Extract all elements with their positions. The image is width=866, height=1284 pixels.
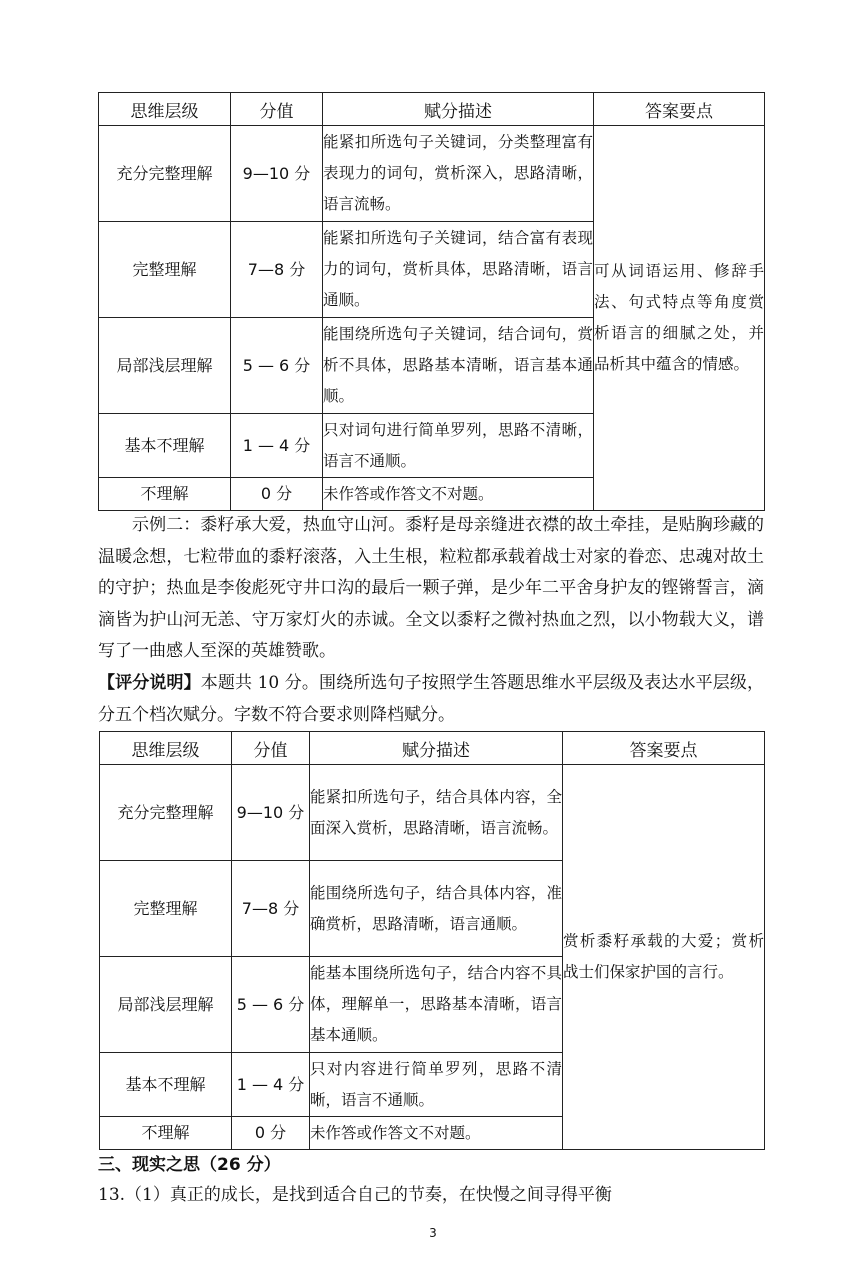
score-cell: 0 分 [232,1117,310,1150]
question-13: 13.（1）真正的成长，是找到适合自己的节奏，在快慢之间寻得平衡 [98,1185,612,1205]
level-cell: 完整理解 [100,861,232,957]
level-cell: 不理解 [99,478,231,511]
table-header-row [99,93,765,126]
level-cell: 充分完整理解 [99,126,231,222]
header-description: 赋分描述 [310,732,563,765]
header-key-points: 答案要点 [563,732,765,765]
score-cell: 5 — 6 分 [232,957,310,1053]
score-cell: 0 分 [231,478,323,511]
level-cell: 不理解 [100,1117,232,1150]
example-two-paragraph: 示例二：黍籽承大爱，热血守山河。黍籽是母亲缝进衣襟的故土牵挂，是贴胸珍藏的温暖念想，七粒带血的黍籽滚落，入土生根，粒粒都承载着战士对家的眷恋、忠魂对故土的守护；热血是李俊彪死守井口沟的最后一颗子弹，是少年二平舍身护友的铿锵誓言，滴滴皆为护山河无恙、守万家灯火的赤诚。全文以黍籽之微衬热血之烈，以小物载大义，谱写了一曲感人至深的英雄赞歌。 [98,515,764,661]
header-level: 思维层级 [99,93,231,126]
header-level: 思维层级 [100,732,232,765]
score-cell: 1 — 4 分 [232,1053,310,1117]
description-cell: 能紧扣所选句子关键词，结合富有表现力的词句，赏析具体，思路清晰，语言通顺。 [323,222,594,318]
level-cell: 完整理解 [99,222,231,318]
scoring-table-2 [99,731,765,1150]
score-cell: 7—8 分 [232,861,310,957]
header-key-points: 答案要点 [594,93,765,126]
level-cell: 基本不理解 [99,414,231,478]
score-cell: 1 — 4 分 [231,414,323,478]
score-cell: 9—10 分 [231,126,323,222]
level-cell: 局部浅层理解 [99,318,231,414]
description-cell: 只对词句进行简单罗列，思路不清晰，语言不通顺。 [323,414,594,478]
header-score: 分值 [231,93,323,126]
description-cell: 能紧扣所选句子，结合具体内容，全面深入赏析，思路清晰，语言流畅。 [310,765,563,861]
score-cell: 7—8 分 [231,222,323,318]
description-cell: 未作答或作答文不对题。 [310,1117,563,1150]
scoring-note-label: 【评分说明】 [98,673,201,693]
page-number: 3 [429,1226,437,1240]
level-cell: 基本不理解 [100,1053,232,1117]
table-row [100,765,765,861]
table-header-row [100,732,765,765]
score-cell: 5 — 6 分 [231,318,323,414]
score-cell: 9—10 分 [232,765,310,861]
key-points-cell: 可从词语运用、修辞手法、句式特点等角度赏析语言的细腻之处，并品析其中蕴含的情感。 [594,126,765,511]
description-cell: 只对内容进行简单罗列，思路不清晰，语言不通顺。 [310,1053,563,1117]
description-cell: 能紧扣所选句子关键词，分类整理富有表现力的词句，赏析深入，思路清晰，语言流畅。 [323,126,594,222]
description-cell: 能围绕所选句子关键词，结合词句，赏析不具体，思路基本清晰，语言基本通顺。 [323,318,594,414]
table-row [99,126,765,222]
scoring-note-text: 本题共 10 分。围绕所选句子按照学生答题思维水平层级及表达水平层级，分五个档次赋分。字数不符合要求则降档赋分。 [98,673,764,725]
description-cell: 未作答或作答文不对题。 [323,478,594,511]
section-three-heading: 三、现实之思（26 分） [98,1155,281,1175]
description-cell: 能基本围绕所选句子，结合内容不具体，理解单一，思路基本清晰，语言基本通顺。 [310,957,563,1053]
header-score: 分值 [232,732,310,765]
header-description: 赋分描述 [323,93,594,126]
scoring-note [98,668,764,731]
description-cell: 能围绕所选句子，结合具体内容，准确赏析，思路清晰，语言通顺。 [310,861,563,957]
level-cell: 充分完整理解 [100,765,232,861]
scoring-table-1 [98,92,765,511]
key-points-cell: 赏析黍籽承载的大爱；赏析战士们保家护国的言行。 [563,765,765,1150]
level-cell: 局部浅层理解 [100,957,232,1053]
